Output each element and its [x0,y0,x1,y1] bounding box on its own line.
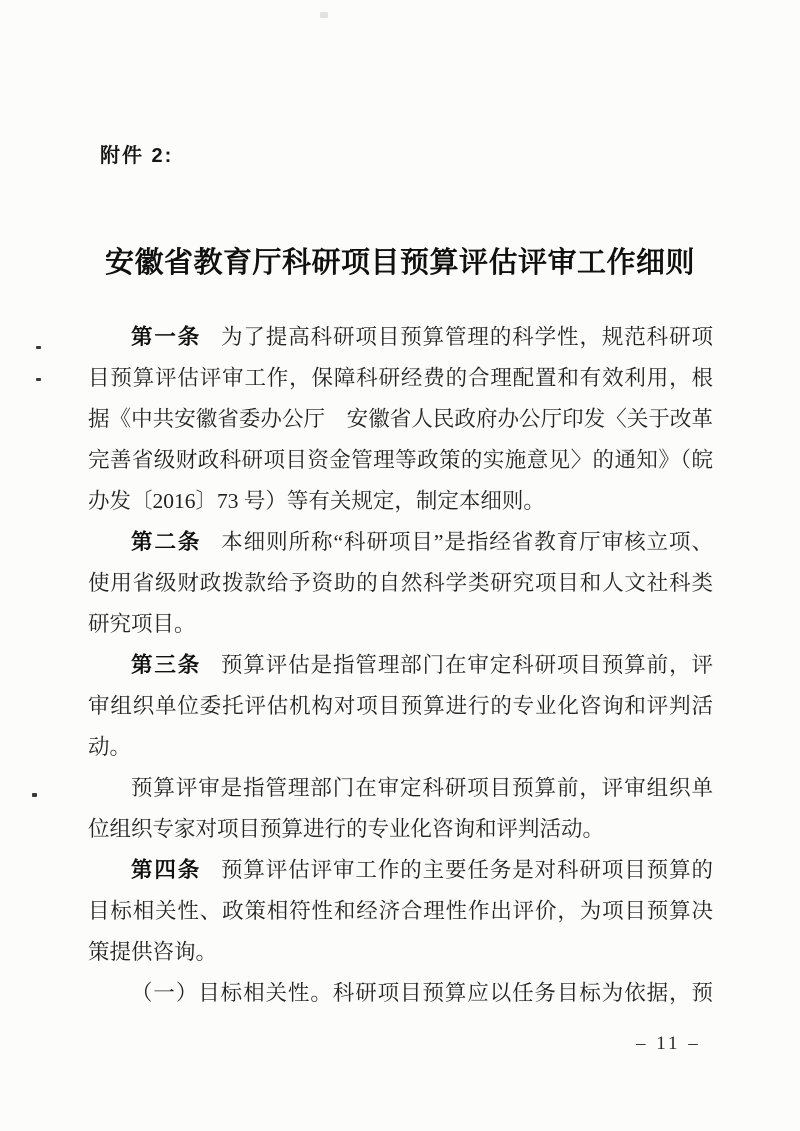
article-number: 第一条 [131,325,202,349]
body-line: 据《中共安徽省委办公厅 安徽省人民政府办公厅印发〈关于改革 [88,407,713,431]
scan-speck [32,793,37,797]
body-line: 完善省级财政科研项目资金管理等政策的实施意见〉的通知》（皖 [88,448,713,472]
scan-speck [320,12,328,18]
body-line: 目标相关性、政策相符性和经济合理性作出评价，为项目预算决 [88,899,713,923]
body-line: 位组织专家对项目预算进行的专业化咨询和评判活动。 [88,817,605,841]
article-number: 第二条 [131,530,202,554]
body-line: 目预算评估评审工作，保障科研经费的合理配置和有效利用，根 [88,366,713,390]
article-number: 第三条 [131,653,202,677]
page-number: – 11 – [636,1033,701,1054]
document-body [88,317,713,1014]
body-line: 第一条 为了提高科研项目预算管理的科学性，规范科研项 [131,325,713,349]
body-line: 第三条 预算评估是指管理部门在审定科研项目预算前，评 [131,653,713,677]
article-number: 第四条 [131,858,202,882]
body-line: 预算评审是指管理部门在审定科研项目预算前，评审组织单 [131,776,713,800]
body-line: （一）目标相关性。科研项目预算应以任务目标为依据，预 [131,981,713,1005]
body-line: 第二条 本细则所称“科研项目”是指经省教育厅审核立项、 [131,530,713,554]
document-title: 安徽省教育厅科研项目预算评估评审工作细则 [104,247,695,280]
attachment-label: 附件 2: [100,145,174,167]
body-line: 研究项目。 [88,612,196,636]
scan-speck [36,346,41,349]
body-line: 办发〔2016〕73 号）等有关规定，制定本细则。 [88,489,545,513]
body-line: 使用省级财政拨款给予资助的自然科学类研究项目和人文社科类 [88,571,713,595]
body-line: 动。 [88,735,132,759]
body-line: 第四条 预算评估评审工作的主要任务是对科研项目预算的 [131,858,713,882]
body-line: 审组织单位委托评估机构对项目预算进行的专业化咨询和评判活 [88,694,713,718]
body-line: 策提供咨询。 [88,940,218,964]
scan-speck [36,378,41,381]
